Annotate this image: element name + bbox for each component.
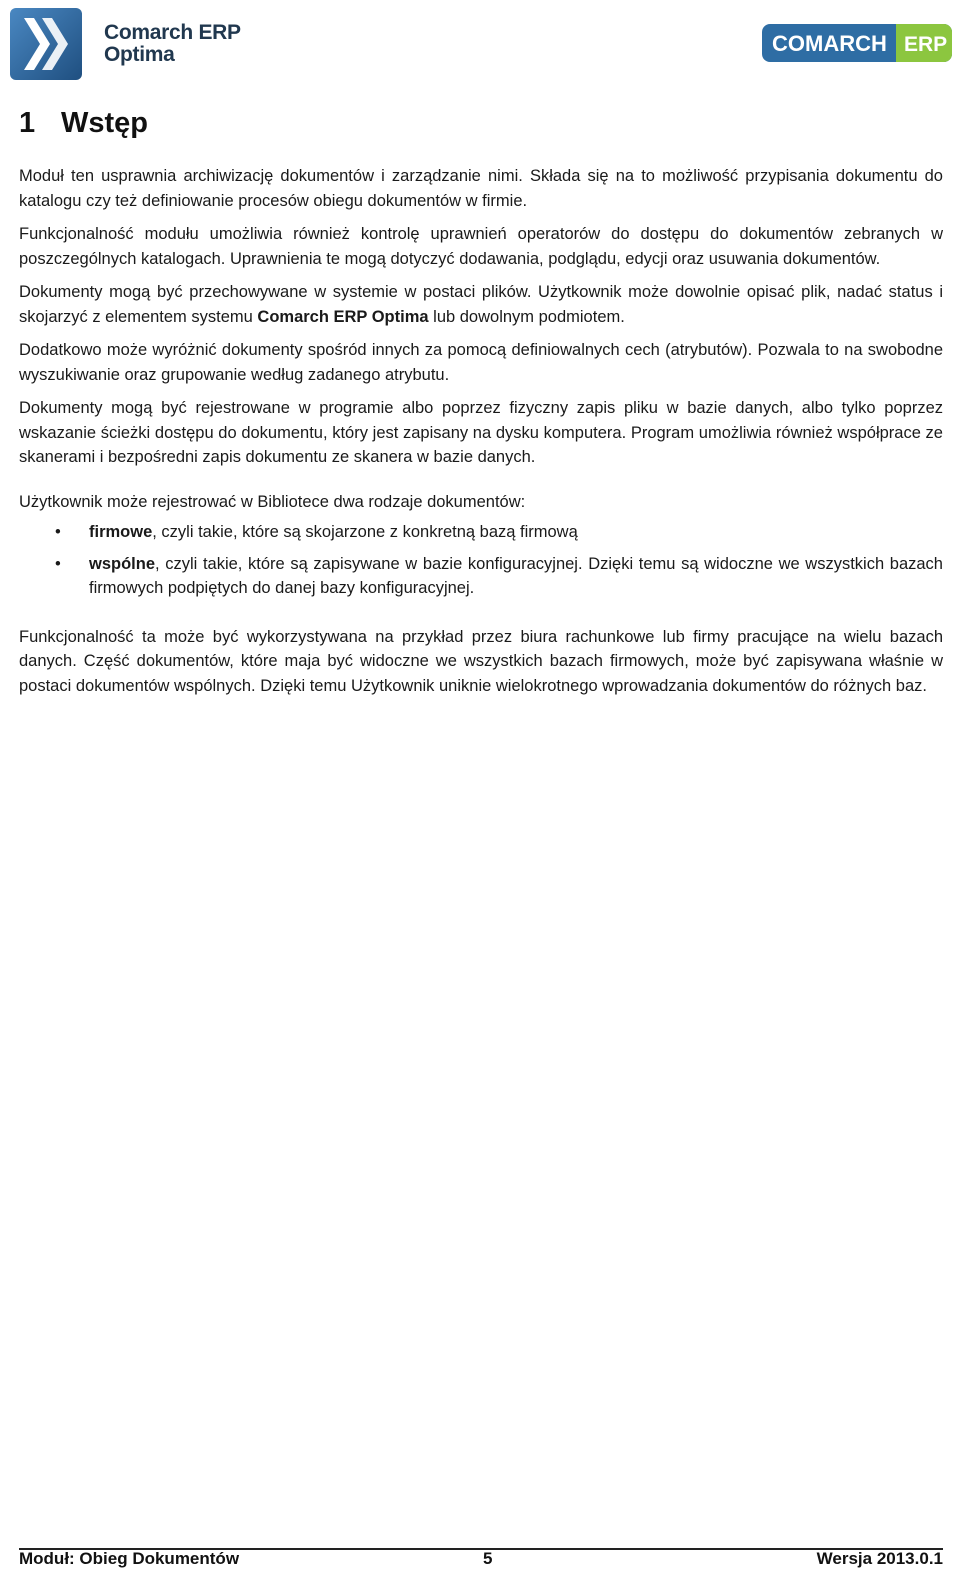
paragraph-attributes: Dodatkowo może wyróżnić dokumenty spośród innych za pomocą definiowalnych cech (atrybutów). Pozwala to na swobodne wyszukiwanie oraz grupowanie według zadanego atrybutu. <box>19 341 943 384</box>
section-title: Wstęp <box>61 107 148 139</box>
product-name: Comarch ERP Optima <box>257 307 429 326</box>
paragraph-files-text-2: lub dowolnym podmiotem. <box>428 307 625 326</box>
list-item-wspolne <box>19 552 943 601</box>
comarch-erp-brand-logo <box>762 24 952 62</box>
paragraph-document-types: Użytkownik może rejestrować w Bibliotece dwa rodzaje dokumentów: <box>19 492 526 511</box>
section-heading <box>19 107 943 140</box>
paragraph-usage: Funkcjonalność ta może być wykorzystywana na przykład przez biura rachunkowe lub firmy pracujące na wielu bazach danych. Część dokumentów, które maja być widoczne we wszystkich bazach firmowych, może być zapisywana właśnie w postaci dokumentów wspólnych. Dzięki temu Użytkownik uniknie wielokrotnego wprowadzania dokumentów do różnych baz. <box>19 627 943 695</box>
list-item-term: wspólne <box>89 554 156 573</box>
document-body <box>19 107 943 707</box>
comarch-erp-optima-logo <box>10 8 250 80</box>
document-types-list <box>19 520 943 601</box>
page-footer <box>19 1548 943 1570</box>
paragraph-permissions: Funkcjonalność modułu umożliwia również kontrolę uprawnień operatorów do dostępu do dokumentów zebranych w poszczególnych katalogach. Uprawnienia te mogą dotyczyć dodawania, podglądu, edycji oraz usuwania dokumentów. <box>19 225 943 268</box>
footer-version: Wersja 2013.0.1 <box>816 1549 943 1568</box>
list-item-description: , czyli takie, które są zapisywane w bazie konfiguracyjnej. Dzięki temu są widoczne we wszystkich bazach firmowych podpiętych do danej bazy konfiguracyjnej. <box>89 554 943 597</box>
paragraph-files-text-1: Dokumenty mogą być przechowywane w systemie w postaci plików. Użytkownik może dowolnie opisać plik, nadać status i skojarzyć z elementem systemu <box>19 283 943 326</box>
logo-line-1: Comarch ERP <box>104 21 241 44</box>
list-item-description: , czyli takie, które są skojarzone z konkretną bazą firmową <box>152 523 578 541</box>
brand-logo-erp-text: ERP <box>904 33 948 56</box>
list-item-term: firmowe <box>89 523 153 541</box>
section-number: 1 <box>19 107 36 139</box>
paragraph-intro: Moduł ten usprawnia archiwizację dokumentów i zarządzanie nimi. Składa się na to możliwość przypisania dokumentu do katalogu czy też definiowanie procesów obiegu dokumentów w firmie. <box>19 167 943 210</box>
brand-logo-comarch-text: COMARCH <box>772 31 887 56</box>
footer-page-number: 5 <box>483 1549 493 1568</box>
paragraph-files <box>19 280 943 329</box>
optima-logo-text <box>104 22 241 66</box>
list-item-firmowe <box>19 520 943 545</box>
logo-line-2: Optima <box>104 43 175 66</box>
optima-logo-mark-icon <box>10 8 82 80</box>
paragraph-registration: Dokumenty mogą być rejestrowane w programie albo poprzez fizyczny zapis pliku w bazie danych, albo tylko poprzez wskazanie ścieżki dostępu do dokumentu, który jest zapisany na dysku komputera. Program umożliwia również współprace ze skanerami i bezpośredni zapis dokumentu ze skanera w bazie danych. <box>19 399 943 466</box>
bullet-icon: • <box>55 554 61 573</box>
bullet-icon: • <box>55 523 61 541</box>
footer-module-name: Moduł: Obieg Dokumentów <box>19 1549 240 1568</box>
